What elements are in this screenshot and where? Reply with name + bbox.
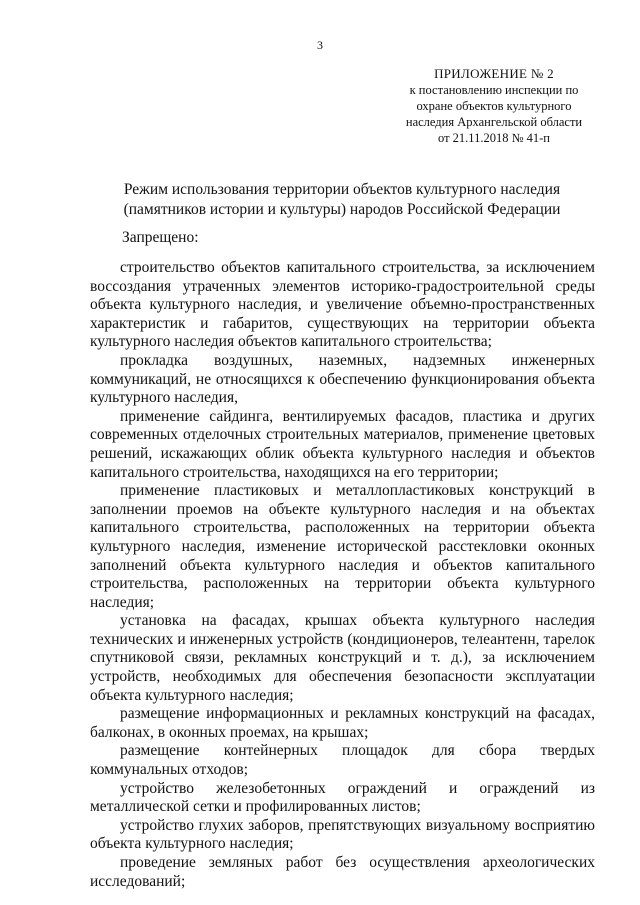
prohibitions-list	[90, 259, 595, 891]
document-title-line: (памятников истории и культуры) народов Российской Федерации	[123, 201, 561, 218]
appendix-line: от 21.11.2018 № 41-п	[438, 131, 550, 145]
list-item: установка на фасадах, крышах объекта культурного наследия технических и инженерных устройств (кондиционеров, телеантенн, тарелок спутниковой связи, рекламных конструкций и т. д.), за исключением устройств, необходимых для обеспечения безопасности эксплуатации объекта культурного наследия;	[90, 612, 595, 704]
document-title-line: Режим использования территории объектов культурного наследия	[123, 181, 561, 198]
list-item: прокладка воздушных, наземных, надземных инженерных коммуникаций, не относящихся к обеспечению функционирования объекта культурного наследия,	[90, 351, 595, 407]
list-item: применение пластиковых и металлопластиковых конструкций в заполнении проемов на объекте культурного наследия и на объектах капитального строительства, расположенных на территории объекта культурного наследия, изменение исторической расстекловки оконных заполнений объекта культурного наследия и объектов капитального строительства, расположенных на территории объекта культурного наследия;	[90, 482, 595, 611]
list-item: устройство глухих заборов, препятствующих визуальному восприятию объекта культурного наследия;	[90, 816, 595, 853]
appendix-line: наследия Архангельской области	[405, 115, 583, 129]
appendix-line: охране объектов культурного	[416, 99, 572, 113]
list-item: размещение информационных и рекламных конструкций на фасадах, балконах, в оконных проемах, на крышах;	[90, 705, 595, 741]
list-item: проведение земляных работ без осуществления археологических исследований;	[90, 854, 595, 890]
document-title	[90, 180, 594, 220]
appendix-title: ПРИЛОЖЕНИЕ № 2	[434, 66, 554, 81]
list-item: устройство железобетонных ограждений и ограждений из металлической сетки и профилированных листов;	[90, 779, 595, 816]
appendix-block	[388, 66, 600, 146]
appendix-line: к постановлению инспекции по	[409, 83, 579, 97]
prohibited-label: Запрещено:	[122, 229, 199, 246]
page-number: 3	[317, 38, 323, 52]
list-item: размещение контейнерных площадок для сбора твердых коммунальных отходов;	[90, 742, 595, 779]
list-item: применение сайдинга, вентилируемых фасадов, пластика и других современных отделочных строительных материалов, применение цветовых решений, искажающих облик объекта культурного наследия и объектов капитального строительства, находящихся на его территории;	[90, 407, 595, 481]
list-item: строительство объектов капитального строительства, за исключением воссоздания утраченных элементов историко-градостроительной среды объекта культурного наследия, и увеличение объемно-пространственных характеристик и габаритов, существующих на территории объекта культурного наследия объектов капитального строительства;	[90, 259, 595, 351]
